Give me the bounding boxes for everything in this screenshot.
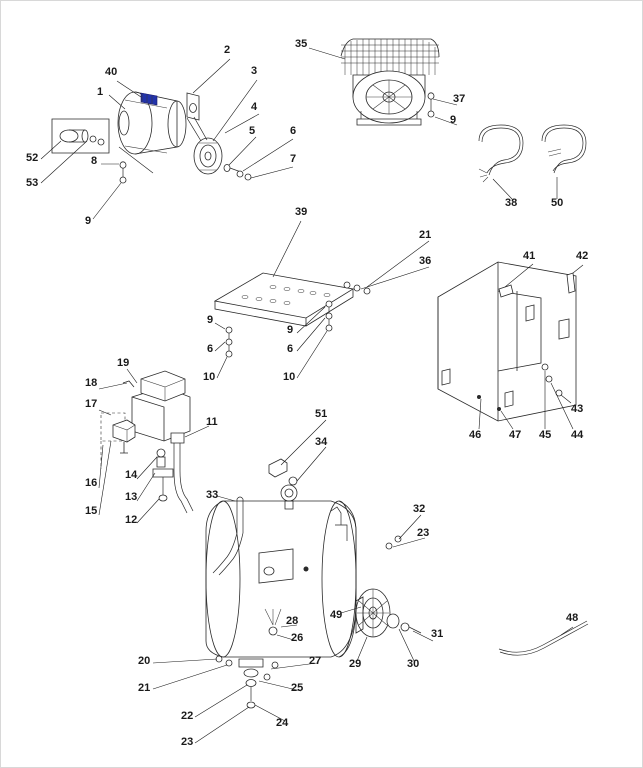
callout-36: 36: [419, 255, 432, 267]
callout-13: 13: [125, 491, 138, 503]
callout-33: 33: [206, 489, 219, 501]
callout-10b: 10: [283, 371, 296, 383]
callout-46: 46: [469, 429, 482, 441]
callout-44: 44: [571, 429, 584, 441]
callout-39: 39: [295, 206, 308, 218]
callout-3: 3: [251, 65, 258, 77]
callout-49: 49: [330, 609, 343, 621]
callout-29: 29: [349, 658, 362, 670]
callout-52: 52: [26, 152, 39, 164]
callout-37: 37: [453, 93, 466, 105]
callout-50: 50: [551, 197, 564, 209]
belt-guard-assembly: [438, 262, 576, 421]
callout-4: 4: [251, 101, 258, 113]
callout-47: 47: [509, 429, 522, 441]
callout-12: 12: [125, 514, 138, 526]
callout-40: 40: [105, 66, 118, 78]
callout-21b: 21: [419, 229, 432, 241]
callout-15: 15: [85, 505, 98, 517]
callout-38: 38: [505, 197, 518, 209]
callout-6a: 6: [290, 125, 297, 137]
callout-28: 28: [286, 615, 299, 627]
callout-30: 30: [407, 658, 420, 670]
callout-1: 1: [97, 86, 104, 98]
callout-45: 45: [539, 429, 552, 441]
callout-18: 18: [85, 377, 98, 389]
callout-21a: 21: [138, 682, 151, 694]
callout-48: 48: [566, 612, 579, 624]
callout-23a: 23: [181, 736, 194, 748]
callout-51: 51: [315, 408, 328, 420]
callout-35: 35: [295, 38, 308, 50]
callout-23b: 23: [417, 527, 430, 539]
callout-43: 43: [571, 403, 584, 415]
callout-32: 32: [413, 503, 426, 515]
callout-9c: 9: [207, 314, 214, 326]
callout-17: 17: [85, 398, 98, 410]
callout-19: 19: [117, 357, 130, 369]
callout-27: 27: [309, 655, 322, 667]
callout-16: 16: [85, 477, 98, 489]
callout-9b: 9: [450, 114, 457, 126]
pressure-switch-assembly: [101, 371, 193, 513]
callout-5: 5: [249, 125, 256, 137]
tank-assembly: [206, 459, 588, 708]
callout-24: 24: [276, 717, 289, 729]
callout-6b: 6: [207, 343, 214, 355]
callout-22: 22: [181, 710, 194, 722]
diagram-drawing: [1, 1, 643, 768]
callout-20: 20: [138, 655, 151, 667]
callout-25: 25: [291, 682, 304, 694]
pump-head-assembly: [341, 39, 439, 125]
callout-31: 31: [431, 628, 444, 640]
callout-6c: 6: [287, 343, 294, 355]
callout-34: 34: [315, 436, 328, 448]
callout-14: 14: [125, 469, 138, 481]
callout-10a: 10: [203, 371, 216, 383]
callout-26: 26: [291, 632, 304, 644]
callout-11: 11: [206, 416, 218, 428]
callout-7: 7: [290, 153, 297, 165]
motor-assembly: [52, 92, 251, 183]
callout-41: 41: [523, 250, 536, 262]
tube-parts: [479, 125, 586, 182]
callout-53: 53: [26, 177, 39, 189]
callout-2: 2: [224, 44, 231, 56]
callout-42: 42: [576, 250, 589, 262]
callout-8: 8: [91, 155, 98, 167]
leader-lines: [41, 48, 583, 743]
callout-9d: 9: [287, 324, 294, 336]
callout-9a: 9: [85, 215, 92, 227]
